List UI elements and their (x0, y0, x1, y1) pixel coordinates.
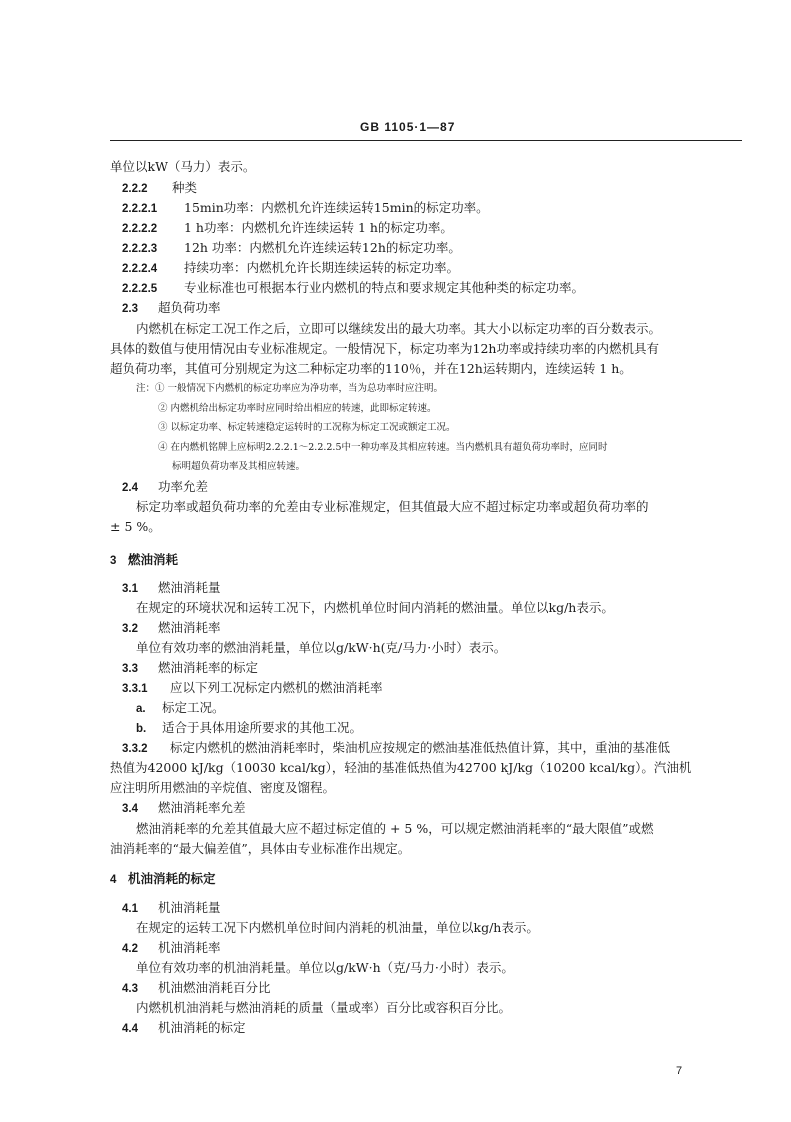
paragraph-line: 在规定的运转工况下内燃机单位时间内消耗的机油量，单位以kg/h表示。 (136, 920, 539, 935)
paragraph-line: ± 5 %。 (110, 519, 161, 534)
section-3 (110, 552, 178, 569)
clause-title: 机油消耗的标定 (158, 1020, 246, 1035)
note-4: ④ 在内燃机铭牌上应标明2.2.2.1～2.2.2.5中一种功率及其相应转速。当内燃机具有超负荷功率时，应同时 (158, 442, 608, 453)
clause-number: 2.2.2.2 (122, 223, 158, 235)
clause-title: 机油消耗率 (158, 940, 221, 955)
clause-2-2-2-5 (122, 280, 584, 297)
paragraph-line: 应注明所用燃油的辛烷值、密度及馏程。 (110, 780, 336, 795)
clause-2-2-2-3 (122, 240, 461, 257)
header-rule (110, 140, 742, 141)
clause-number: 3.4 (122, 803, 138, 815)
list-item-a (136, 700, 225, 717)
clause-number: 3.3.2 (122, 743, 148, 755)
clause-text: 持续功率：内燃机允许长期连续运转的标定功率。 (184, 260, 460, 275)
note-3: ③ 以标定功率、标定转速稳定运转时的工况称为标定工况或额定工况。 (158, 422, 456, 433)
note-4-cont: 标明超负荷功率及其相应转速。 (172, 461, 306, 472)
list-text: 标定工况。 (162, 700, 225, 715)
clause-3-3-1 (122, 680, 383, 697)
paragraph-line: 单位有效功率的机油消耗量。单位以g/kW·h（克/马力·小时）表示。 (136, 960, 514, 975)
clause-text: 应以下列工况标定内燃机的燃油消耗率 (170, 680, 383, 695)
note-1: 注：① 一般情况下内燃机的标定功率应为净功率，当为总功率时应注明。 (136, 383, 444, 394)
clause-3-3-2 (122, 740, 670, 757)
section-number: 3 (110, 555, 117, 567)
clause-text: 专业标准也可根据本行业内燃机的特点和要求规定其他种类的标定功率。 (184, 280, 585, 295)
clause-number: 3.2 (122, 623, 138, 635)
clause-number: 3.3.1 (122, 683, 148, 695)
clause-3-2 (122, 620, 221, 637)
clause-title: 燃油消耗率 (158, 620, 221, 635)
list-marker: a. (136, 703, 146, 715)
clause-title: 机油消耗量 (158, 900, 221, 915)
text-line: 单位以kW（马力）表示。 (110, 159, 256, 174)
clause-number: 2.4 (122, 482, 138, 494)
paragraph-line: 燃油消耗率的允差其值最大应不超过标定值的 + 5 %，可以规定燃油消耗率的“最大限值”或燃 (136, 821, 654, 836)
clause-number: 2.2.2.4 (122, 263, 158, 275)
clause-number: 2.2.2 (122, 183, 148, 195)
clause-text: 1 h功率：内燃机允许连续运转 1 h的标定功率。 (184, 220, 453, 235)
page-number: 7 (676, 1065, 683, 1077)
clause-title: 燃油消耗率的标定 (158, 660, 259, 675)
clause-title: 功率允差 (158, 479, 209, 494)
clause-2-3 (122, 300, 221, 317)
clause-title: 机油燃油消耗百分比 (158, 980, 271, 995)
clause-2-2-2-1 (122, 200, 489, 217)
paragraph-line: 热值为42000 kJ/kg（10030 kcal/kg），轻油的基准低热值为42700 kJ/kg（10200 kcal/kg）。汽油机 (110, 760, 692, 775)
list-item-b (136, 720, 362, 737)
clause-number: 4.1 (122, 903, 138, 915)
paragraph-line: 具体的数值与使用情况由专业标准规定。一般情况下，标定功率为12h功率或持续功率的内燃机具有 (110, 341, 659, 356)
clause-2-2-2-4 (122, 260, 459, 277)
section-title: 燃油消耗 (128, 552, 179, 567)
standard-header: GB 1105·1—87 (360, 120, 456, 134)
clause-2-2-2-2 (122, 220, 453, 237)
clause-4-1 (122, 900, 221, 917)
paragraph-line: 单位有效功率的燃油消耗量，单位以g/kW·h(克/马力·小时）表示。 (136, 640, 507, 655)
clause-4-3 (122, 980, 271, 997)
paragraph-line: 内燃机机油消耗与燃油消耗的质量（量或率）百分比或容积百分比。 (136, 1000, 512, 1015)
paragraph-line: 超负荷功率，其值可分别规定为这二种标定功率的110％，并在12h运转期内，连续运转 1 h。 (110, 361, 632, 376)
clause-number: 2.2.2.5 (122, 283, 158, 295)
clause-title: 种类 (172, 180, 198, 195)
clause-4-2 (122, 940, 221, 957)
section-title: 机油消耗的标定 (128, 871, 216, 886)
paragraph-line: 内燃机在标定工况工作之后，立即可以继续发出的最大功率。其大小以标定功率的百分数表示。 (136, 321, 662, 336)
clause-number: 4.3 (122, 983, 138, 995)
clause-4-4 (122, 1020, 246, 1037)
clause-number: 3.1 (122, 583, 138, 595)
clause-title: 燃油消耗率允差 (158, 800, 246, 815)
section-4 (110, 871, 216, 888)
note-2: ② 内燃机给出标定功率时应同时给出相应的转速，此即标定转速。 (158, 403, 437, 414)
paragraph-line: 标定功率或超负荷功率的允差由专业标准规定，但其值最大应不超过标定功率或超负荷功率的 (136, 499, 649, 514)
list-text: 适合于具体用途所要求的其他工况。 (162, 720, 363, 735)
paragraph-line: 油消耗率的“最大偏差值”，具体由专业标准作出规定。 (110, 841, 411, 856)
clause-number: 4.4 (122, 1023, 138, 1035)
clause-text: 15min功率：内燃机允许连续运转15min的标定功率。 (184, 200, 489, 215)
clause-3-3 (122, 660, 258, 677)
list-marker: b. (136, 723, 147, 735)
clause-3-1 (122, 580, 221, 597)
clause-number: 2.3 (122, 303, 138, 315)
clause-2-4 (122, 479, 208, 496)
clause-2-2-2 (122, 180, 197, 197)
clause-text: 标定内燃机的燃油消耗率时，柴油机应按规定的燃油基准低热值计算，其中，重油的基准低 (170, 740, 671, 755)
clause-number: 3.3 (122, 663, 138, 675)
paragraph-line: 在规定的环境状况和运转工况下，内燃机单位时间内消耗的燃油量。单位以kg/h表示。 (136, 600, 614, 615)
clause-title: 超负荷功率 (158, 300, 221, 315)
clause-3-4 (122, 800, 246, 817)
clause-text: 12h 功率：内燃机允许连续运转12h的标定功率。 (184, 240, 461, 255)
clause-number: 2.2.2.3 (122, 243, 158, 255)
clause-title: 燃油消耗量 (158, 580, 221, 595)
clause-number: 4.2 (122, 943, 138, 955)
clause-number: 2.2.2.1 (122, 203, 158, 215)
section-number: 4 (110, 874, 117, 886)
